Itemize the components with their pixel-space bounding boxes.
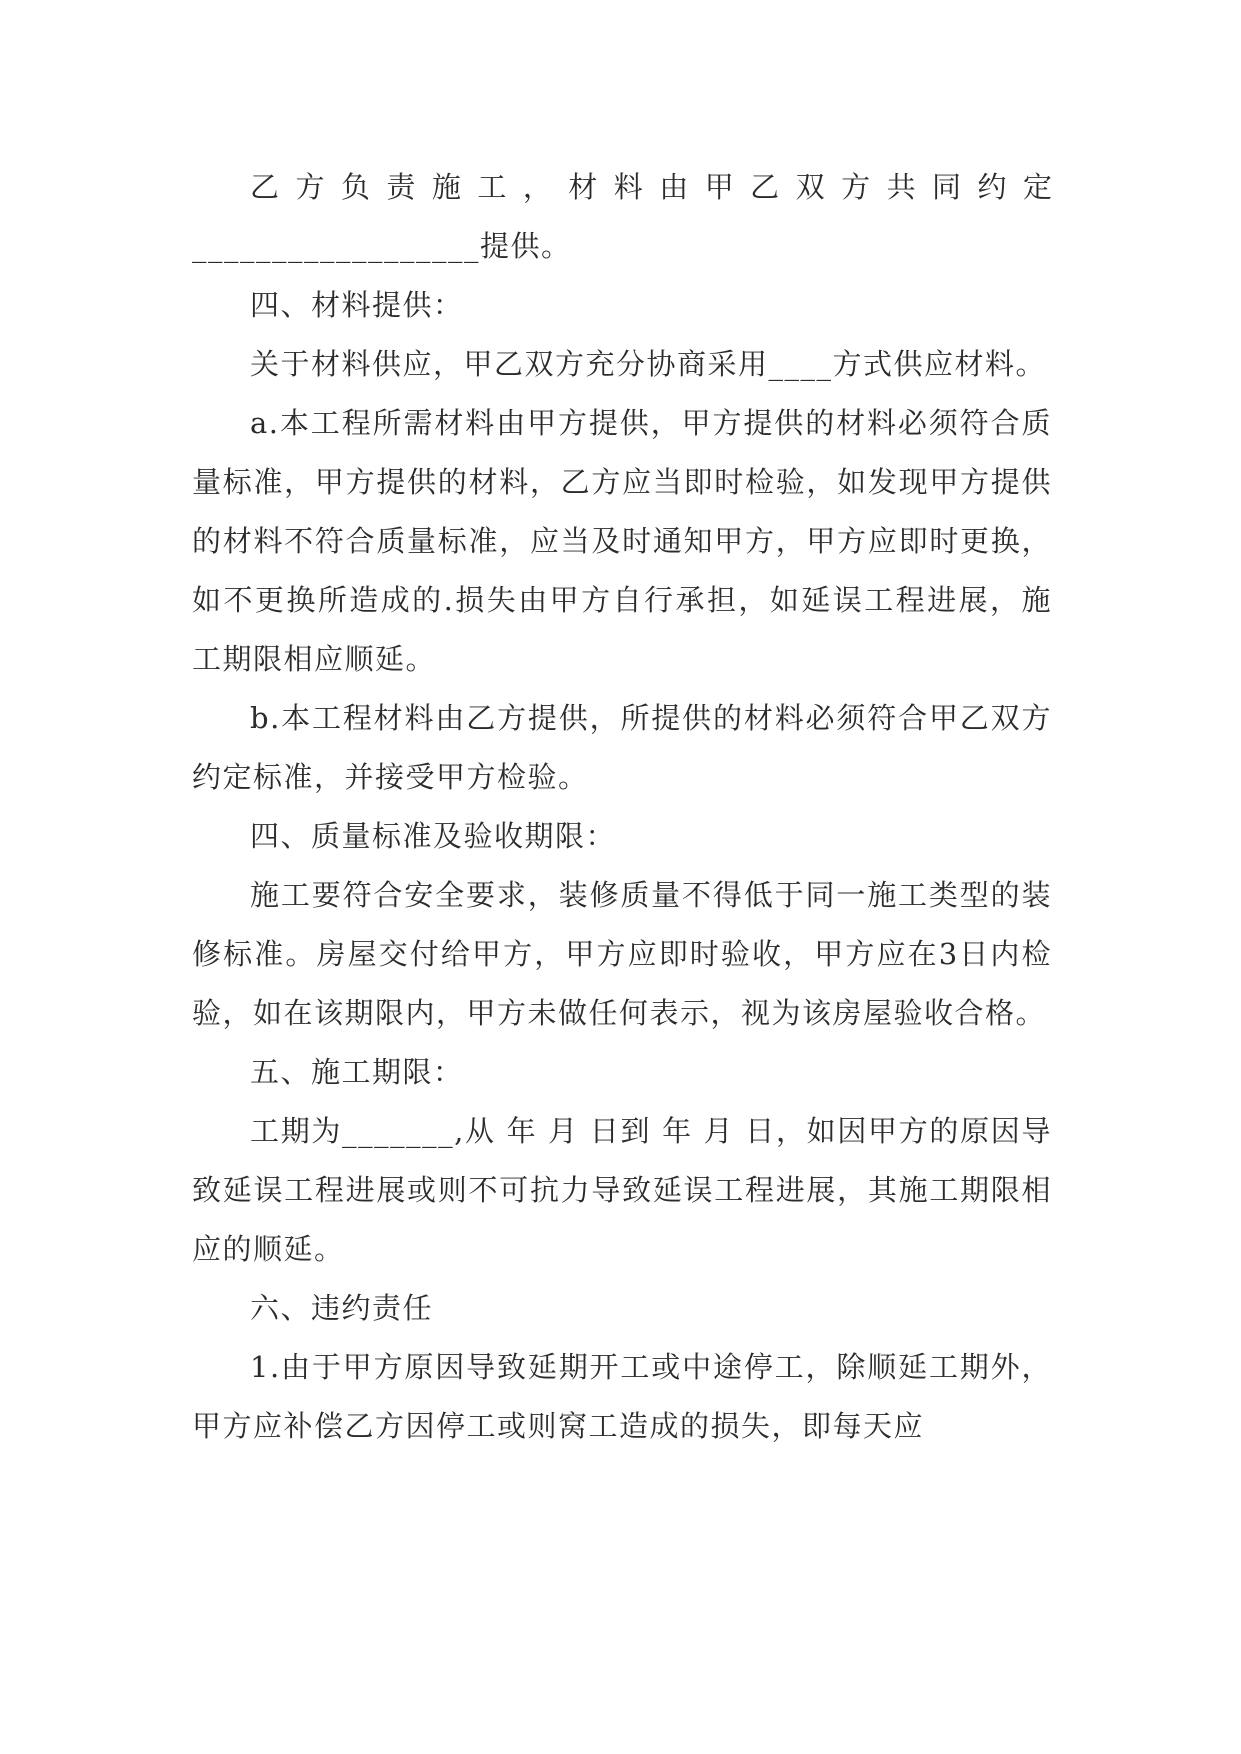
paragraph-party-a-materials: a.本工程所需材料由甲方提供，甲方提供的材料必须符合质量标准，甲方提供的材料，乙方应当即时检验，如发现甲方提供的材料不符合质量标准，应当及时通知甲方，甲方应即时更换，如不更换所造成的.损失由甲方自行承担，如延误工程进展，施工期限相应顺延。 [192, 406, 1052, 676]
heading-material-supply: 四、材料提供： [250, 288, 464, 322]
paragraph-material-supply-method: 关于材料供应，甲乙双方充分协商采用____方式供应材料。 [250, 347, 1047, 381]
heading-construction-period: 五、施工期限： [250, 1055, 464, 1089]
paragraph-material-provided: __________________提供。 [192, 229, 572, 263]
document-body [192, 158, 1052, 1456]
heading-quality-standard: 四、质量标准及验收期限： [250, 819, 617, 853]
paragraph-material-responsibility: 乙方负责施工，材料由甲乙双方共同约定 [250, 170, 1052, 204]
paragraph-party-b-materials: b.本工程材料由乙方提供，所提供的材料必须符合甲乙双方约定标准，并接受甲方检验。 [192, 701, 1052, 794]
paragraph-construction-period: 工期为_______,从 年 月 日到 年 月 日，如因甲方的原因导致延误工程进展或则不可抗力导致延误工程进展，其施工期限相应的顺延。 [192, 1114, 1052, 1266]
paragraph-liability-1: 1.由于甲方原因导致延期开工或中途停工，除顺延工期外，甲方应补偿乙方因停工或则窝工造成的损失，即每天应 [192, 1350, 1052, 1443]
heading-liability: 六、违约责任 [250, 1291, 434, 1325]
paragraph-quality-standard: 施工要符合安全要求，装修质量不得低于同一施工类型的装修标准。房屋交付给甲方，甲方应即时验收，甲方应在3日内检验，如在该期限内，甲方未做任何表示，视为该房屋验收合格。 [192, 878, 1052, 1030]
